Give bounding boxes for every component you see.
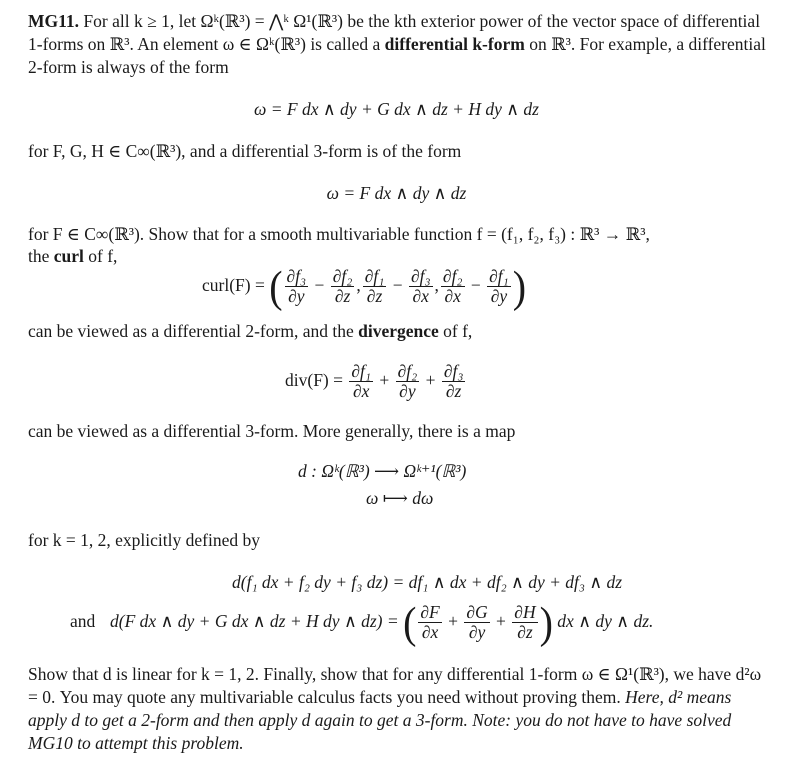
text-three-form-cond-a: for F ∈ C∞(ℝ³). Show that for a smooth multivariable function f = (f₁, f₂, f₃) : ℝ³ → ℝ³, (28, 224, 650, 244)
frac-d2-2: $\frac{\partial H}{\partial z}$ (514, 602, 536, 643)
text-curl-pre: the (28, 246, 50, 266)
eq-div-lhs: div(F) = (285, 370, 343, 390)
term-divergence: divergence (358, 321, 439, 341)
problem-label: MG11. (28, 11, 80, 31)
eq-d2-lhs: d(F dx ∧ dy + G dx ∧ dz + H dy ∧ dz) = (110, 611, 399, 631)
eq-d2-tail: dx ∧ dy ∧ dz. (557, 611, 654, 631)
term-curl: curl (53, 246, 84, 266)
frac-curl-0: $\frac{\text{∂f₃}}{\partial y}$ (286, 266, 307, 307)
eq-two-form: ω = F dx ∧ dy + G dx ∧ dz + H dy ∧ dz (254, 99, 539, 119)
eq-d2-and: and (70, 611, 96, 631)
left-paren: ( (269, 261, 283, 312)
frac-div-0: $\frac{\text{∂f₁}}{\partial x}$ (351, 361, 371, 402)
closing-text: Show that d is linear for k = 1, 2. Finally, show that for any differential 1-form ω ∈ Ω¹(ℝ³), we have d²ω = 0. You may quote any multivariable calculus facts you need without proving them. (28, 664, 762, 707)
frac-d2-1: $\frac{\partial G}{\partial y}$ (466, 602, 488, 643)
text-curl-viewed-pre: can be viewed as a differential 2-form, and the (28, 321, 354, 341)
frac-div-2: $\frac{\text{∂f₃}}{\partial z}$ (443, 361, 464, 402)
intro-tail: on ℝ³. For example, a differential 2-form is always of the form (28, 34, 766, 77)
text-curl-viewed (28, 320, 472, 343)
text-curl-post: of f, (88, 246, 118, 266)
intro-text: For all k ≥ 1, let Ωᵏ(ℝ³) = ⋀ᵏ Ω¹(ℝ³) be the kth exterior power of the vector space of differential 1-forms on ℝ³. An element ω ∈ Ωᵏ(ℝ³) is called a (28, 11, 761, 54)
eq-curl: curl(F) = ( $\frac{\text{∂f₃}}{\partial y}$ − $\frac{\text{∂f₂}}{\partial z}$ , $\frac{\text{∂f₁}}{\partial z}$ − $\frac{\text{∂f₃}}{\partial x}$ , $\frac{\text{∂f₂}}{\partial x}$ − $\frac{\text{∂f₁}}{\partial y}$ ) (202, 261, 527, 312)
eq-map-line2: ω ⟼ dω (366, 488, 434, 508)
text-curl-viewed-post: of f, (443, 321, 473, 341)
eq-d2: and d(F dx ∧ dy + G dx ∧ dz + H dy ∧ dz) = ( $\frac{\partial F}{\partial x}$ + $\frac{\partial G}{\partial y}$ + $\frac{\partial H}{\partial z}$ ) dx ∧ dy ∧ dz. (70, 597, 654, 648)
text-two-form-cond: for F, G, H ∈ C∞(ℝ³), and a differential 3-form is of the form (28, 141, 462, 161)
eq-d1: d(f₁ dx + f₂ dy + f₃ dz) = df₁ ∧ dx + df₂ ∧ dy + df₃ ∧ dz (232, 572, 623, 592)
eq-three-form: ω = F dx ∧ dy ∧ dz (326, 183, 467, 203)
text-div-viewed: can be viewed as a differential 3-form. More generally, there is a map (28, 421, 516, 441)
eq-map-line1: d : Ωᵏ(ℝ³) ⟶ Ωᵏ⁺¹(ℝ³) (298, 461, 467, 481)
eq-curl-lhs: curl(F) = (202, 275, 265, 295)
frac-curl-2: $\frac{\text{∂f₁}}{\partial z}$ (364, 266, 385, 307)
d2-right-paren: ) (539, 597, 553, 648)
right-paren: ) (512, 261, 527, 312)
closing-paragraph (28, 663, 766, 755)
text-explicit: for k = 1, 2, explicitly defined by (28, 530, 260, 550)
frac-d2-0: $\frac{\partial F}{\partial x}$ (420, 602, 440, 643)
text-curl-intro (28, 245, 117, 268)
d2-left-paren: ( (403, 597, 417, 648)
frac-div-1: $\frac{\text{∂f₂}}{\partial y}$ (397, 361, 418, 402)
frac-curl-4: $\frac{\text{∂f₂}}{\partial x}$ (442, 266, 463, 307)
closing-note: Here, d² means apply d to get a 2-form and then apply d again to get a 3-form. Note: you do not have to have solved MG10 to attempt this problem. (28, 687, 732, 753)
intro-paragraph (28, 10, 768, 79)
frac-curl-1: $\frac{\text{∂f₂}}{\partial z}$ (332, 266, 353, 307)
eq-div: div(F) = $\frac{\text{∂f₁}}{\partial x}$ + $\frac{\text{∂f₂}}{\partial y}$ + $\frac{\text{∂f₃}}{\partial z}$ (285, 361, 464, 402)
frac-curl-3: $\frac{\text{∂f₃}}{\partial x}$ (410, 266, 431, 307)
term-k-form: differential k-form (384, 34, 525, 54)
frac-curl-5: $\frac{\text{∂f₁}}{\partial y}$ (489, 266, 509, 307)
